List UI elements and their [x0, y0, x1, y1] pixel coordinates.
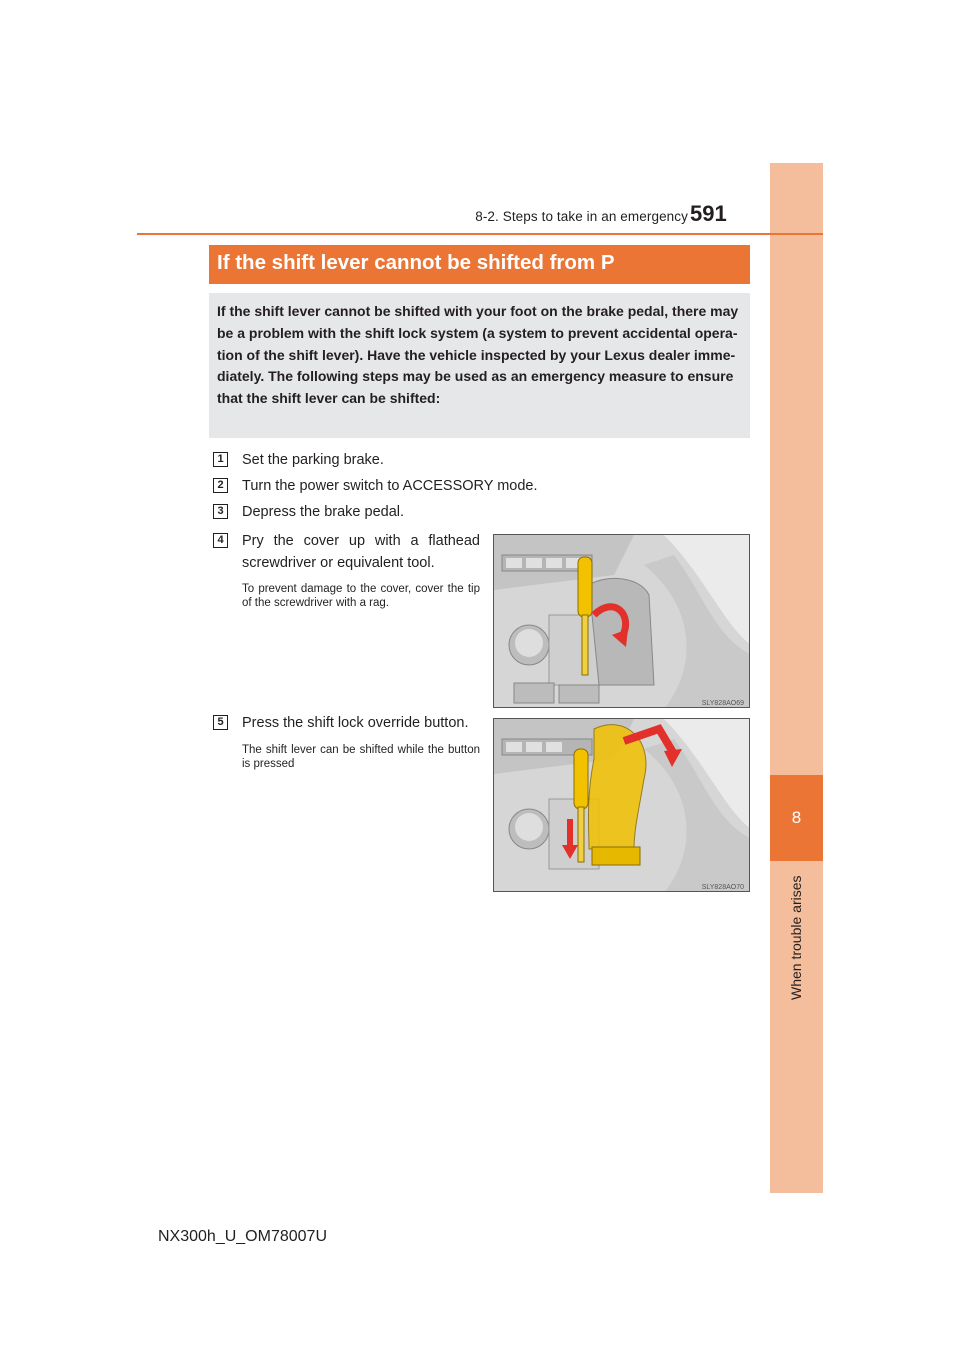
- step-number-1: 1: [213, 452, 228, 467]
- model-code: NX300h_U_OM78007U: [158, 1228, 327, 1245]
- illustration-code-4: SLY828AO69: [701, 700, 744, 707]
- step-text-5: Press the shift lock override button.: [242, 715, 469, 731]
- step-number-4: 4: [213, 533, 228, 548]
- chapter-side-tab: [770, 163, 823, 1193]
- step-text-4: Pry the cover up with a flathead screwdriver or equivalent tool.: [242, 533, 480, 571]
- step-text-3: Depress the brake pedal.: [242, 504, 405, 520]
- step-note-5: The shift lever can be shifted while the button is pressed: [242, 744, 480, 770]
- step-number-3: 3: [213, 504, 228, 519]
- step-number-2: 2: [213, 478, 228, 493]
- page-number: 591: [690, 201, 727, 226]
- section-label: 8-2. Steps to take in an emergency: [475, 209, 688, 224]
- chapter-number-tab[interactable]: [770, 775, 823, 861]
- chapter-number: 8: [791, 808, 802, 827]
- section-title: If the shift lever cannot be shifted from P: [217, 251, 615, 274]
- header-rule: [137, 233, 823, 235]
- illustration-pry-cover: [493, 534, 750, 708]
- section-title-bar: [209, 245, 750, 284]
- illustration-override-button: [493, 718, 750, 892]
- intro-text: If the shift lever cannot be shifted with your foot on the brake pedal, there may be a problem with the shift lock system (a system to prevent accidental opera-tion of the shift lever). Have the vehicle inspected by your Lexus dealer imme-diately. The following steps may be used as an emergency measure to ensure that the shift lever can be shifted:: [217, 303, 739, 407]
- chapter-title: When trouble arises: [788, 875, 804, 1000]
- illustration-code-5: SLY828AO70: [701, 884, 744, 891]
- intro-box: [209, 293, 750, 438]
- step-note-4: To prevent damage to the cover, cover the tip of the screwdriver with a rag.: [242, 583, 480, 609]
- step-text-2: Turn the power switch to ACCESSORY mode.: [242, 478, 538, 494]
- step-number-5: 5: [213, 715, 228, 730]
- step-text-1: Set the parking brake.: [242, 452, 384, 468]
